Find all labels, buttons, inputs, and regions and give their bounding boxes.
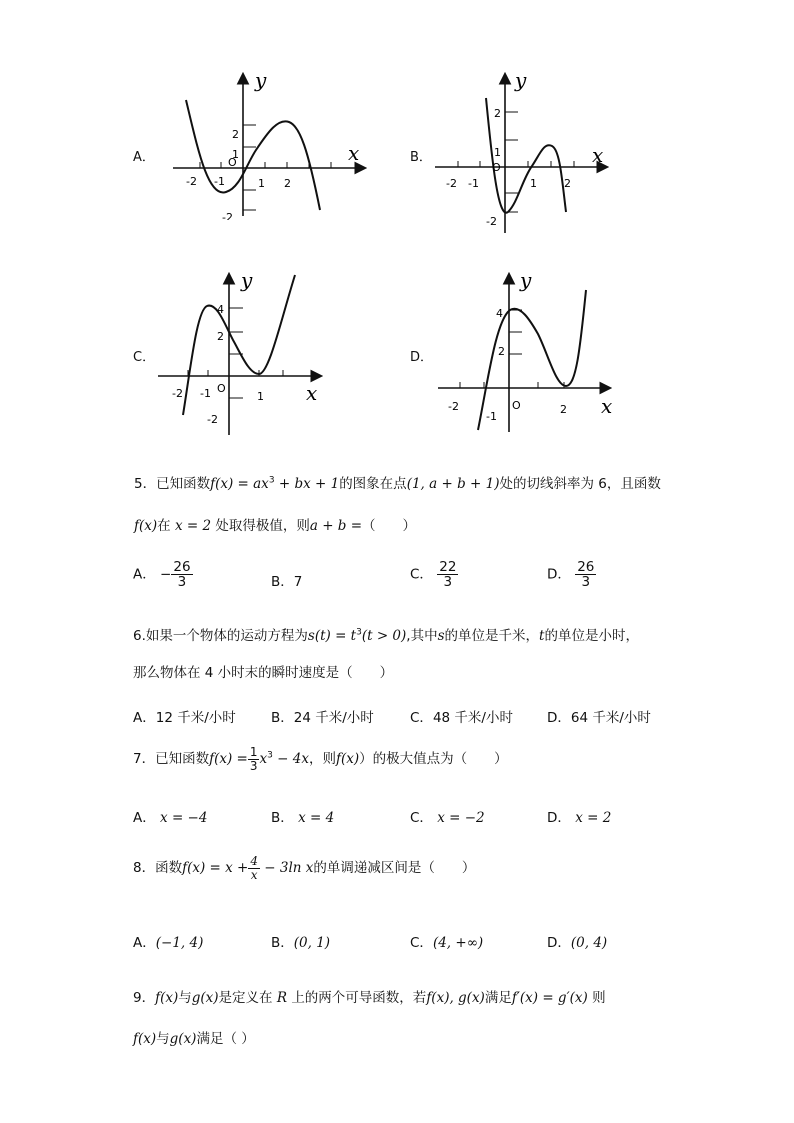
q5-option-c[interactable]: C． $\frac{22}{3}$: [410, 559, 457, 591]
q6-option-b[interactable]: B．24 千米/小时: [271, 710, 374, 726]
option-c-label: C．: [133, 350, 156, 365]
q7-option-c[interactable]: C． x = −2: [410, 810, 485, 826]
q8-option-c[interactable]: C．(4, +∞): [410, 935, 484, 951]
x-axis-label: x: [592, 143, 604, 167]
svg-text:1: 1: [258, 177, 265, 190]
y-axis-label: y: [255, 70, 267, 92]
graph-b: [432, 70, 612, 235]
q7-option-b[interactable]: B． x = 4: [271, 810, 335, 826]
y-axis-label: y: [241, 270, 253, 292]
y-axis-label: y: [520, 270, 532, 292]
q7-option-d[interactable]: D． x = 2: [547, 810, 612, 826]
question-5-line-2: f(x)在 x = 2 处取得极值，则a + b =（ ）: [134, 518, 417, 534]
svg-text:-2: -2: [448, 400, 459, 413]
question-8: 8．函数f(x) = x + $\frac{4}{x}$ − 3ln x的单调递减区间是（ ）: [133, 854, 476, 882]
svg-text:1: 1: [232, 148, 239, 161]
q6-option-c[interactable]: C．48 千米/小时: [410, 710, 513, 726]
svg-text:1: 1: [257, 390, 264, 403]
q6-option-d[interactable]: D．64 千米/小时: [547, 710, 651, 726]
svg-text:-1: -1: [214, 175, 225, 188]
q5-option-b[interactable]: B．7: [271, 574, 303, 590]
question-9-line-1: 9．f(x)与g(x)是定义在 R 上的两个可导函数，若f(x), g(x)满足f′(x) = g′(x) 则: [133, 990, 606, 1006]
q5-option-a[interactable]: A． − $\frac{26}{3}$: [133, 559, 191, 591]
svg-text:2: 2: [284, 177, 291, 190]
question-7: 7．已知函数f(x) = $\frac{1}{3}$ $x^3 - 4x$，则f(x)）的极大值点为（ ）: [133, 745, 508, 773]
svg-text:4: 4: [217, 303, 224, 316]
svg-text:O: O: [492, 161, 501, 174]
svg-text:-1: -1: [486, 410, 497, 423]
x-axis-label: x: [601, 394, 613, 418]
option-a-label: A．: [133, 150, 155, 165]
svg-text:O: O: [512, 399, 521, 412]
svg-text:1: 1: [494, 146, 501, 159]
x-axis-label: x: [348, 141, 360, 165]
svg-text:-2: -2: [207, 413, 218, 426]
svg-text:2: 2: [232, 128, 239, 141]
option-b-label: B．: [410, 150, 432, 165]
q8-option-a[interactable]: A．(−1, 4): [133, 935, 204, 951]
svg-text:2: 2: [217, 330, 224, 343]
svg-text:O: O: [228, 156, 237, 169]
q8-option-b[interactable]: B．(0, 1): [271, 935, 331, 951]
curve-d: [478, 290, 586, 430]
x-axis-label: x: [306, 381, 318, 405]
svg-text:-2: -2: [172, 387, 183, 400]
svg-text:2: 2: [564, 177, 571, 190]
svg-text:1: 1: [530, 177, 537, 190]
y-axis-label: y: [515, 70, 527, 92]
svg-text:2: 2: [560, 403, 567, 416]
graph-a: [168, 70, 368, 220]
q7-option-a[interactable]: A． x = −4: [133, 810, 208, 826]
q6-option-a[interactable]: A．12 千米/小时: [133, 710, 236, 726]
option-d-label: D．: [410, 350, 434, 365]
svg-text:2: 2: [494, 107, 501, 120]
graph-d: [434, 270, 619, 435]
q8-option-d[interactable]: D．(0, 4): [547, 935, 608, 951]
svg-text:-1: -1: [468, 177, 479, 190]
svg-text:4: 4: [496, 307, 503, 320]
svg-text:-2: -2: [186, 175, 197, 188]
svg-text:-2: -2: [222, 211, 233, 220]
svg-text:-1: -1: [200, 387, 211, 400]
question-5-line-1: 5．已知函数$f(x) = ax^3$ + bx + 1的图象在点(1, a + b + 1)处的切线斜率为 6，且函数: [134, 475, 661, 492]
svg-text:O: O: [217, 382, 226, 395]
svg-text:-2: -2: [446, 177, 457, 190]
question-6-line-2: 那么物体在 4 小时末的瞬时速度是（ ）: [133, 665, 394, 681]
svg-text:2: 2: [498, 345, 505, 358]
curve-a: [186, 100, 320, 210]
question-6-line-1: 6.如果一个物体的运动方程为$s(t) = t^3(t > 0)$,其中s的单位是千米，t的单位是小时，: [133, 627, 639, 644]
question-9-line-2: f(x)与g(x)满足（ ）: [133, 1031, 255, 1047]
svg-text:-2: -2: [486, 215, 497, 228]
q5-option-d[interactable]: D． $\frac{26}{3}$: [547, 559, 595, 591]
graph-c: [155, 270, 330, 440]
